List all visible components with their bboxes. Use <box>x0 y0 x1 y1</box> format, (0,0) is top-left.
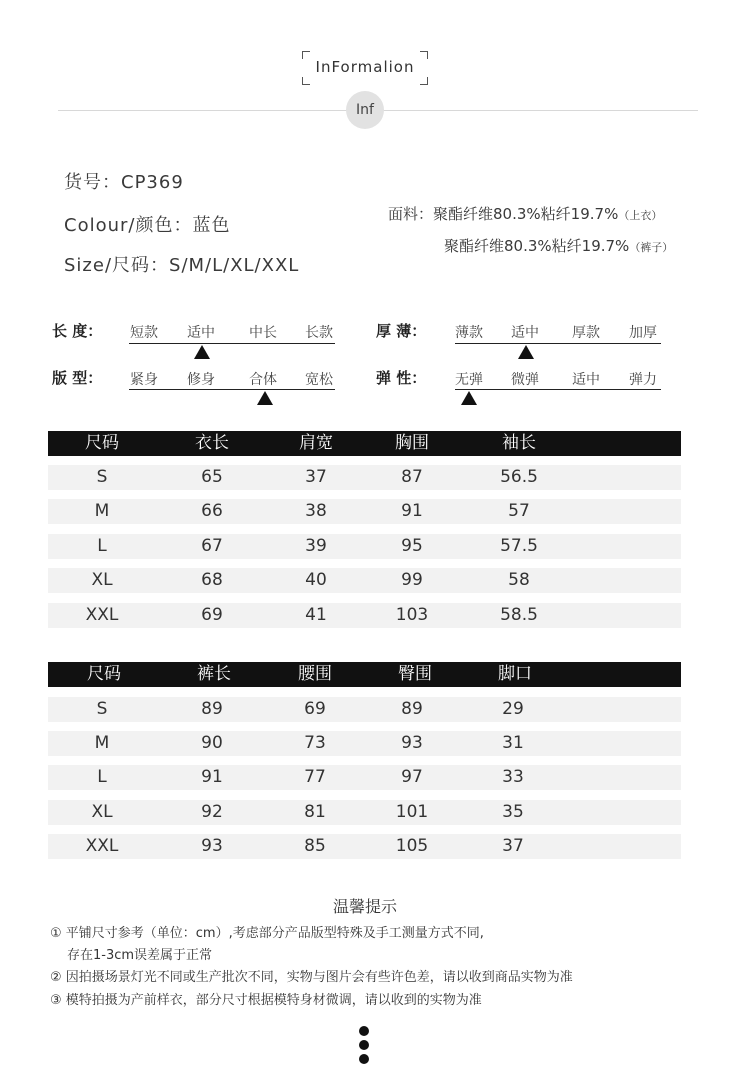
table-cell: 93 <box>201 836 223 856</box>
column-header: 脚口 <box>498 664 532 684</box>
table-cell: 35 <box>502 802 524 822</box>
table-row <box>48 603 681 628</box>
table-cell: 69 <box>304 699 326 719</box>
table-cell: 81 <box>304 802 326 822</box>
note-line: 存在1-3cm误差属于正常 <box>67 948 213 963</box>
scale-elasticity-option: 适中 <box>572 372 600 388</box>
notes-title: 温馨提示 <box>332 897 397 916</box>
scale-length-option: 短款 <box>130 325 158 341</box>
size-info: Size/尺码：S/M/L/XL/XXL <box>64 255 300 276</box>
scale-thickness-option: 薄款 <box>455 325 483 341</box>
table-cell: XXL <box>85 605 119 625</box>
table-cell: 93 <box>401 733 423 753</box>
scale-length-label: 长 度： <box>52 322 103 340</box>
table-cell: 68 <box>201 570 223 590</box>
scale-elasticity-option: 微弹 <box>511 372 539 388</box>
table-cell: 91 <box>201 767 223 787</box>
table-cell: 92 <box>201 802 223 822</box>
fabric-top-note: （上衣） <box>618 209 663 222</box>
info-title-frame <box>302 51 428 85</box>
table-row <box>48 465 681 490</box>
table-cell: 37 <box>502 836 524 856</box>
table-cell: S <box>96 699 108 719</box>
table-cell: 95 <box>401 536 423 556</box>
column-header: 裤长 <box>197 664 231 684</box>
table-header <box>48 431 681 456</box>
table-cell: 90 <box>201 733 223 753</box>
table-cell: 65 <box>201 467 223 487</box>
table-row <box>48 568 681 593</box>
table-cell: 38 <box>305 501 327 521</box>
table-cell: 87 <box>401 467 423 487</box>
table-row <box>48 499 681 524</box>
table-cell: 97 <box>401 767 423 787</box>
fabric-label: 面料： <box>388 205 434 223</box>
scale-length-line <box>129 343 335 344</box>
table-cell: 89 <box>401 699 423 719</box>
table-cell: 67 <box>201 536 223 556</box>
scale-fit-option: 紧身 <box>130 372 158 388</box>
scale-elasticity-option: 无弹 <box>455 372 483 388</box>
scale-fit-option: 宽松 <box>305 372 333 388</box>
table-cell: XL <box>91 802 113 822</box>
fabric-top-value: 聚酯纤维80.3%粘纤19.7% <box>433 205 619 223</box>
scale-fit-label: 版 型： <box>52 369 103 387</box>
fabric-pants-value: 聚酯纤维80.3%粘纤19.7% <box>444 237 630 255</box>
table-cell: 99 <box>401 570 423 590</box>
table-cell: 56.5 <box>500 467 538 487</box>
column-header: 臀围 <box>398 664 432 684</box>
column-header: 尺码 <box>87 664 121 684</box>
table-cell: 57.5 <box>500 536 538 556</box>
table-cell: XL <box>91 570 113 590</box>
table-cell: 33 <box>502 767 524 787</box>
table-cell: XXL <box>85 836 119 856</box>
table-row <box>48 800 681 825</box>
table-cell: 105 <box>395 836 429 856</box>
table-cell: 41 <box>305 605 327 625</box>
scale-fit-marker-icon <box>257 391 273 405</box>
table-row <box>48 834 681 859</box>
table-cell: 66 <box>201 501 223 521</box>
scale-length-option: 长款 <box>305 325 333 341</box>
table-row <box>48 765 681 790</box>
table-cell: L <box>97 767 107 787</box>
table-cell: M <box>94 501 110 521</box>
scale-fit-line <box>129 389 335 390</box>
table-cell: L <box>97 536 107 556</box>
table-row <box>48 697 681 722</box>
scale-thickness-option: 适中 <box>511 325 539 341</box>
table-cell: 91 <box>401 501 423 521</box>
table-cell: 39 <box>305 536 327 556</box>
scale-thickness-option: 加厚 <box>629 325 657 341</box>
scale-fit-option: 合体 <box>249 372 277 388</box>
scale-elasticity-line <box>455 389 661 390</box>
scale-fit-option: 修身 <box>187 372 215 388</box>
scale-length-marker-icon <box>194 345 210 359</box>
scale-elasticity-label: 弹 性： <box>376 369 427 387</box>
scale-thickness-marker-icon <box>518 345 534 359</box>
table-cell: M <box>94 733 110 753</box>
note-line: ③ 模特拍摄为产前样衣，部分尺寸根据模特身材微调，请以收到的实物为准 <box>50 993 482 1008</box>
table-cell: 101 <box>395 802 429 822</box>
table-cell: 69 <box>201 605 223 625</box>
scale-thickness-line <box>455 343 661 344</box>
table-cell: 58 <box>508 570 530 590</box>
note-line: ① 平铺尺寸参考（单位：cm）,考虑部分产品版型特殊及手工测量方式不同, <box>50 926 484 941</box>
item-number: 货号：CP369 <box>64 172 184 193</box>
table-cell: 103 <box>395 605 429 625</box>
scale-thickness-label: 厚 薄： <box>376 322 427 340</box>
column-header: 腰围 <box>298 664 332 684</box>
colour-info: Colour/颜色：蓝色 <box>64 215 231 236</box>
table-header <box>48 662 681 687</box>
table-cell: 77 <box>304 767 326 787</box>
scale-elasticity-marker-icon <box>461 391 477 405</box>
table-cell: 40 <box>305 570 327 590</box>
fabric-pants-note: （裤子） <box>629 241 674 254</box>
column-header: 胸围 <box>395 433 429 453</box>
table-row <box>48 534 681 559</box>
table-row <box>48 731 681 756</box>
table-cell: S <box>96 467 108 487</box>
fabric-top <box>388 203 662 224</box>
info-badge: Inf <box>346 91 384 129</box>
scale-thickness-option: 厚款 <box>572 325 600 341</box>
table-cell: 85 <box>304 836 326 856</box>
note-line: ② 因拍摄场景灯光不同或生产批次不同，实物与图片会有些许色差，请以收到商品实物为准 <box>50 970 573 985</box>
scale-length-option: 中长 <box>249 325 277 341</box>
table-cell: 57 <box>508 501 530 521</box>
table-cell: 58.5 <box>500 605 538 625</box>
table-cell: 37 <box>305 467 327 487</box>
column-header: 袖长 <box>502 433 536 453</box>
fabric-pants <box>444 235 673 256</box>
table-cell: 29 <box>502 699 524 719</box>
info-title: InFormalion <box>315 58 415 76</box>
table-cell: 31 <box>502 733 524 753</box>
table-cell: 73 <box>304 733 326 753</box>
column-header: 衣长 <box>195 433 229 453</box>
scale-elasticity-option: 弹力 <box>629 372 657 388</box>
column-header: 肩宽 <box>299 433 333 453</box>
column-header: 尺码 <box>85 433 119 453</box>
table-cell: 89 <box>201 699 223 719</box>
scale-length-option: 适中 <box>187 325 215 341</box>
